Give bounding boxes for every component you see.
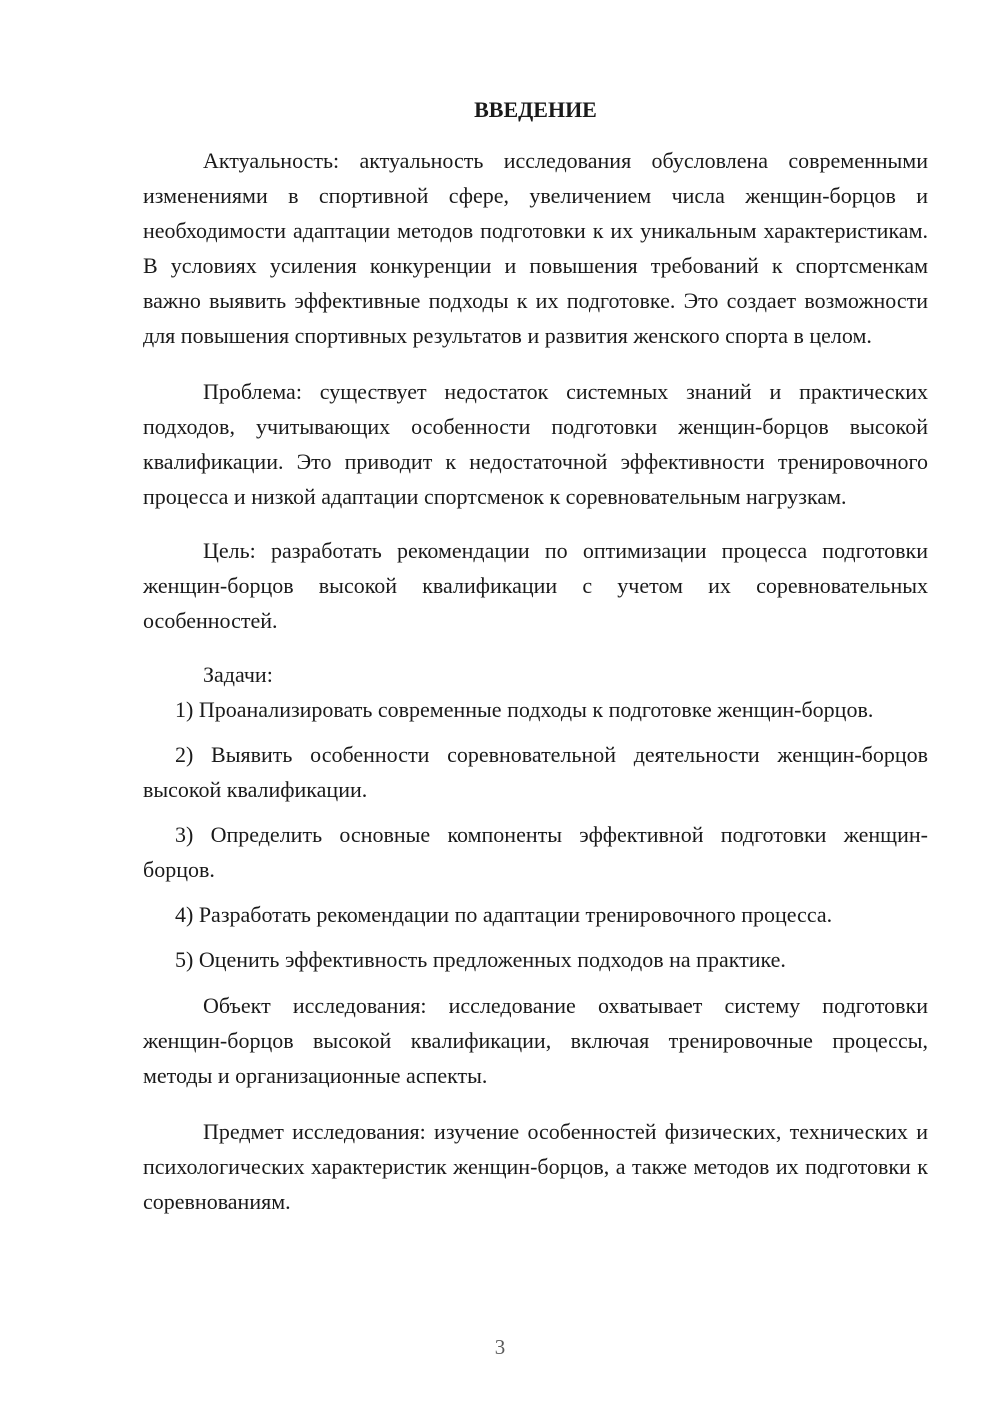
object-paragraph: Объект исследования: исследование охватывает систему подготовки женщин-борцов высокой квалификации, включая тренировочные процессы, методы и организационные аспекты. (143, 993, 928, 1088)
task-item-5: 5) Оценить эффективность предложенных подходов на практике. (175, 947, 786, 972)
page-number: 3 (494, 1335, 506, 1359)
tasks-label: Задачи: (203, 662, 273, 687)
task-item-3: 3) Определить основные компоненты эффективной подготовки женщин-борцов. (143, 822, 928, 882)
document-page (143, 95, 928, 1219)
problem-paragraph: Проблема: существует недостаток системных знаний и практических подходов, учитывающих особенности подготовки женщин-борцов высокой квалификации. Это приводит к недостаточной эффективности тренировочного процесса и низкой адаптации спортсменок к соревновательным нагрузкам. (143, 379, 928, 509)
relevance-paragraph: Актуальность: актуальность исследования обусловлена современными изменениями в спортивной сфере, увеличением числа женщин-борцов и необходимости адаптации методов подготовки к их уникальным характеристикам. В условиях усиления конкуренции и повышения требований к спортсменкам важно выявить эффективные подходы к их подготовке. Это создает возможности для повышения спортивных результатов и развития женского спорта в целом. (143, 148, 928, 348)
subject-paragraph: Предмет исследования: изучение особенностей физических, технических и психологических характеристик женщин-борцов, а также методов их подготовки к соревнованиям. (143, 1119, 928, 1214)
goal-paragraph: Цель: разработать рекомендации по оптимизации процесса подготовки женщин-борцов высокой квалификации с учетом их соревновательных особенностей. (143, 538, 928, 633)
task-item-4: 4) Разработать рекомендации по адаптации тренировочного процесса. (175, 902, 833, 927)
task-item-2: 2) Выявить особенности соревновательной деятельности женщин-борцов высокой квалификации. (143, 742, 928, 802)
task-item-1: 1) Проанализировать современные подходы к подготовке женщин-борцов. (175, 697, 874, 722)
section-heading: ВВЕДЕНИЕ (474, 97, 597, 122)
